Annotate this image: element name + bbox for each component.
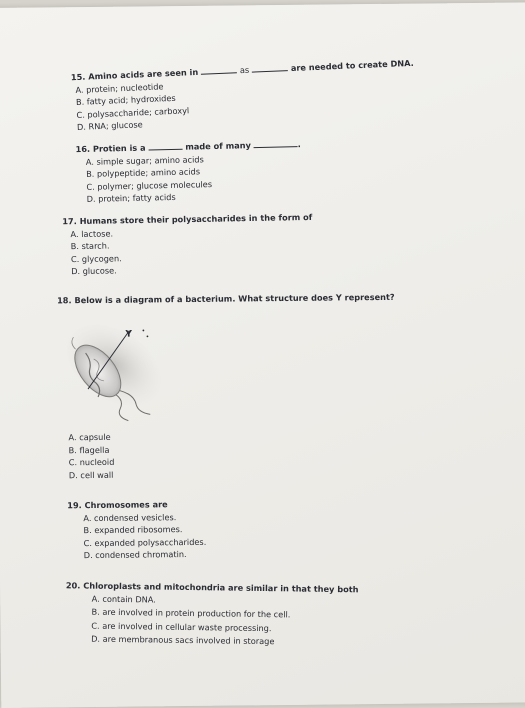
answer-blank bbox=[148, 141, 182, 151]
stem-part-c: . bbox=[297, 139, 301, 150]
bacterium-illustration bbox=[63, 318, 184, 429]
diagram-label-y: Y bbox=[125, 329, 133, 340]
answer-blank bbox=[252, 62, 288, 72]
option-d: D. condensed chromatin. bbox=[83, 549, 187, 561]
option-c: C. polymer; glucose molecules bbox=[86, 178, 213, 192]
question-number: 15. bbox=[70, 71, 86, 83]
question-text: Below is a diagram of a bacterium. What structure does Y represent? bbox=[74, 291, 395, 306]
label-dot bbox=[147, 336, 149, 338]
question-20 bbox=[65, 579, 359, 650]
option-d: D. are membranous sacs involved in storage bbox=[91, 634, 275, 647]
stem-part-c: are needed to create DNA. bbox=[290, 57, 414, 73]
option-a: A. capsule bbox=[68, 431, 111, 443]
question-16 bbox=[75, 138, 302, 206]
question-17 bbox=[62, 211, 313, 278]
answer-blank bbox=[201, 64, 237, 74]
option-d: D. protein; fatty acids bbox=[86, 192, 176, 205]
option-a: A. condensed vesicles. bbox=[83, 511, 177, 523]
option-c: C. expanded polysaccharides. bbox=[83, 536, 207, 548]
option-b: B. are involved in protein production for the cell. bbox=[91, 606, 291, 620]
option-c: C. nucleoid bbox=[68, 456, 115, 468]
option-b: B. flagella bbox=[68, 444, 110, 455]
bacterium-diagram bbox=[63, 318, 184, 429]
question-text: Humans store their polysaccharides in the form of bbox=[79, 211, 313, 226]
stem-part-b: made of many bbox=[185, 140, 251, 152]
option-a: A. protein; nucleotide bbox=[75, 80, 164, 95]
question-number: 17. bbox=[62, 216, 77, 227]
option-b: B. fatty acid; hydroxides bbox=[75, 93, 176, 108]
question-text: Chloroplasts and mitochondria are similar in that they both bbox=[83, 580, 359, 595]
question-text: Chromosomes are bbox=[84, 499, 168, 511]
question-number: 20. bbox=[65, 580, 81, 591]
option-a: A. simple sugar; amino acids bbox=[85, 153, 204, 167]
option-c: C. are involved in cellular waste processing. bbox=[91, 620, 272, 633]
question-number: 19. bbox=[67, 500, 82, 511]
option-c: C. glycogen. bbox=[70, 253, 122, 264]
option-c: C. polysaccharide; carboxyl bbox=[76, 105, 190, 120]
option-a: A. lactose. bbox=[70, 228, 114, 239]
question-18-options bbox=[68, 431, 114, 482]
option-d: D. cell wall bbox=[68, 469, 114, 481]
option-b: B. polypeptide; amino acids bbox=[86, 166, 201, 180]
question-number: 18. bbox=[57, 295, 72, 306]
answer-blank bbox=[254, 138, 298, 148]
option-d: D. glucose. bbox=[71, 265, 117, 277]
stem-part-a: Protien is a bbox=[92, 142, 146, 154]
question-19 bbox=[67, 498, 206, 562]
stem-part-b: as bbox=[239, 64, 250, 76]
option-b: B. expanded ribosomes. bbox=[83, 524, 183, 536]
worksheet-page bbox=[0, 2, 525, 708]
label-dot bbox=[142, 330, 144, 332]
stem-part-a: Amino acids are seen in bbox=[88, 66, 199, 82]
option-d: D. RNA; glucose bbox=[76, 119, 143, 133]
question-number: 16. bbox=[75, 143, 91, 155]
question-18-stem bbox=[57, 291, 395, 307]
question-15 bbox=[71, 57, 416, 134]
option-a: A. contain DNA. bbox=[91, 593, 156, 605]
option-b: B. starch. bbox=[70, 240, 110, 252]
question-18 bbox=[57, 291, 395, 307]
